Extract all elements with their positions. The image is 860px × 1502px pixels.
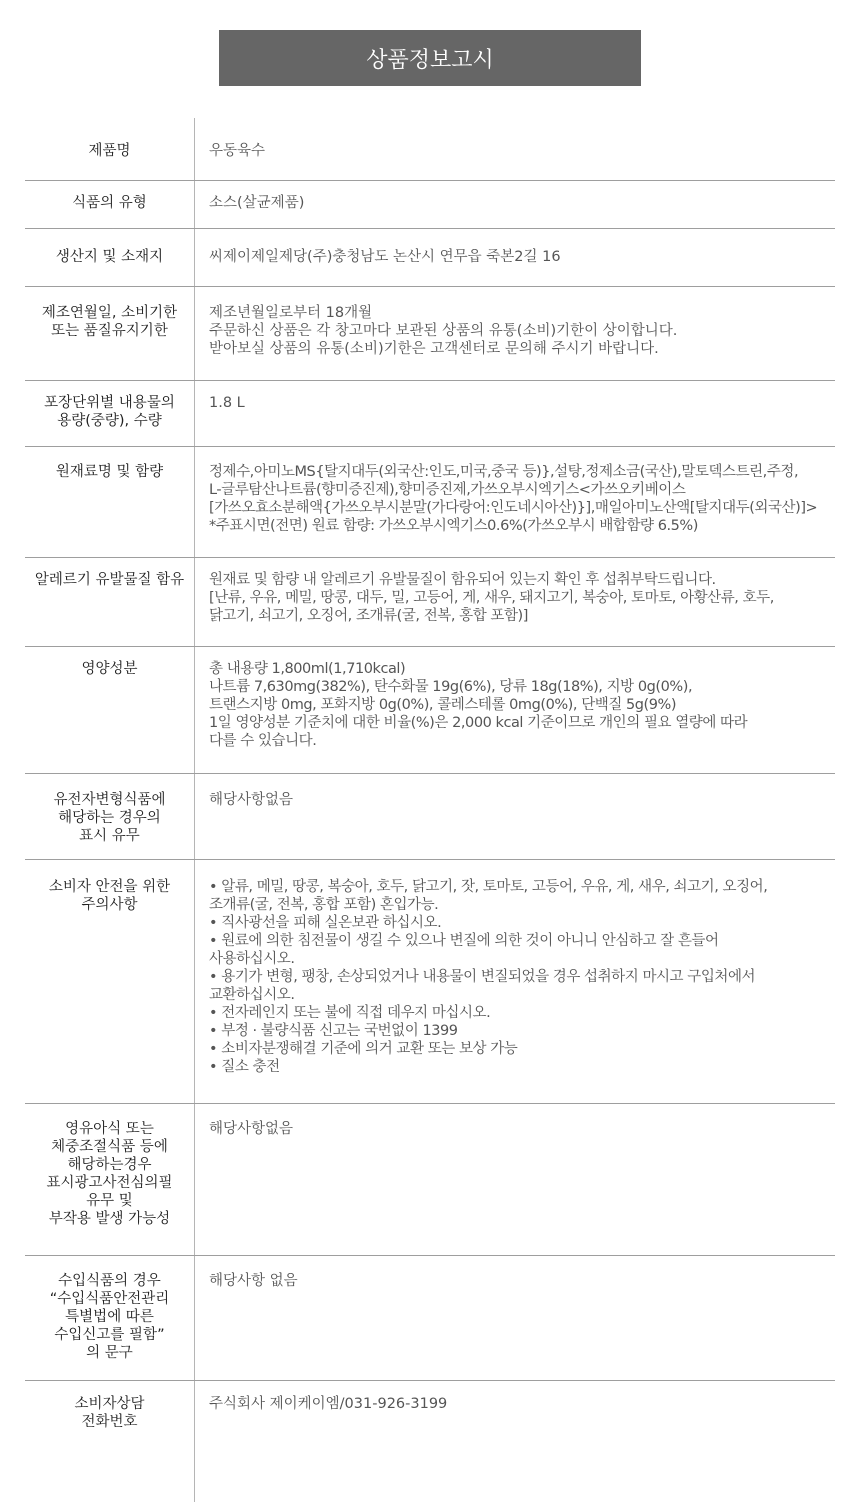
row-label: 소비자상담 전화번호 bbox=[74, 1396, 145, 1430]
table-row bbox=[25, 229, 835, 287]
row-value: 정제수,아미노MS{탈지대두(외국산:인도,미국,중국 등)},설탕,정제소금(국산),말토덱스트린,주정, L-글루탐산나트륨(향미증진제),향미증진제,가쓰오부시엑기스<가쓰오키베이스 [가쓰오효소분해액{가쓰오부시분말(가다랑어:인도네시아산)}],매일아미노산액[탈지대두(외국산)]> *주표시면(전면) 원료 함량: 가쓰오부시엑기스0.6%(가쓰오부시 배합함량 6.5%) bbox=[209, 464, 818, 534]
row-label: 제조연월일, 소비기한 또는 품질유지기한 bbox=[41, 305, 178, 339]
row-value: 소스(살균제품) bbox=[209, 195, 305, 211]
row-label: 포장단위별 내용물의 용량(중량), 수량 bbox=[44, 395, 175, 429]
row-label: 제품명 bbox=[88, 143, 131, 159]
row-label: 영유아식 또는 체중조절식품 등에 해당하는경우 표시광고사전심의필 유무 및 부작용 발생 가능성 bbox=[46, 1121, 173, 1227]
table-row bbox=[25, 287, 835, 381]
table-row bbox=[25, 447, 835, 558]
table-row bbox=[25, 381, 835, 447]
table-row bbox=[25, 1256, 835, 1381]
row-label: 알레르기 유발물질 함유 bbox=[34, 572, 185, 588]
table-row bbox=[25, 1381, 835, 1502]
row-value: 1.8 L bbox=[209, 395, 245, 411]
row-label: 수입식품의 경우 “수입식품안전관리 특별법에 따른 수입신고를 필함” 의 문구 bbox=[49, 1273, 170, 1361]
row-label: 소비자 안전을 위한 주의사항 bbox=[48, 879, 171, 913]
row-value: 원재료 및 함량 내 알레르기 유발물질이 함유되어 있는지 확인 후 섭취부탁드립니다. [난류, 우유, 메밀, 땅콩, 대두, 밀, 고등어, 게, 새우, 돼지고기, 복숭아, 토마토, 아황산류, 호두, 닭고기, 쇠고기, 오징어, 조개류(굴, 전복, 홍합 포함)] bbox=[209, 572, 774, 624]
row-value: 씨제이제일제당(주)충청남도 논산시 연무읍 죽본2길 16 bbox=[209, 249, 561, 265]
row-value: 해당사항 없음 bbox=[209, 1273, 298, 1289]
row-value: • 알류, 메밀, 땅콩, 복숭아, 호두, 닭고기, 잣, 토마토, 고등어, 우유, 게, 새우, 쇠고기, 오징어, 조개류(굴, 전복, 홍합 포함) 혼입가능. • 직사광선을 피해 실온보관 하십시오. • 원료에 의한 침전물이 생길 수 있으나 변질에 의한 것이 아니니 안심하고 잘 흔들어 사용하십시오. • 용기가 변형, 팽창, 손상되었거나 내용물이 변질되었을 경우 섭취하지 마시고 구입처에서 교환하십시오. • 전자레인지 또는 불에 직접 데우지 마십시오. • 부정 · 불량식품 신고는 국번없이 1399 • 소비자분쟁해결 기준에 의거 교환 또는 보상 가능 • 질소 충전 bbox=[209, 879, 768, 1075]
row-label: 유전자변형식품에 해당하는 경우의 표시 유무 bbox=[53, 792, 166, 844]
row-value: 해당사항없음 bbox=[209, 1121, 294, 1137]
table-row bbox=[25, 181, 835, 229]
row-label: 원재료명 및 함량 bbox=[55, 464, 164, 480]
row-value: 주식회사 제이케이엠/031-926-3199 bbox=[209, 1396, 448, 1412]
table-row bbox=[25, 558, 835, 647]
row-label: 생산지 및 소재지 bbox=[55, 249, 164, 265]
page-title: 상품정보고시 bbox=[219, 30, 641, 86]
row-value: 총 내용량 1,800ml(1,710kcal) 나트륨 7,630mg(382%), 탄수화물 19g(6%), 당류 18g(18%), 지방 0g(0%), 트랜스지방 0mg, 포화지방 0g(0%), 콜레스테롤 0mg(0%), 단백질 5g(9%) 1일 영양성분 기준치에 대한 비율(%)은 2,000 kcal 기준이므로 개인의 필요 열량에 따라 다를 수 있습니다. bbox=[209, 661, 748, 749]
table-row bbox=[25, 860, 835, 1104]
row-value: 해당사항없음 bbox=[209, 792, 294, 808]
table-row bbox=[25, 647, 835, 774]
table-row bbox=[25, 118, 835, 181]
row-value: 우동육수 bbox=[209, 143, 266, 159]
row-value: 제조년월일로부터 18개월 주문하신 상품은 각 창고마다 보관된 상품의 유통(소비)기한이 상이합니다. 받아보실 상품의 유통(소비)기한은 고객센터로 문의해 주시기 바랍니다. bbox=[209, 305, 678, 357]
table-row bbox=[25, 774, 835, 860]
table-row bbox=[25, 1104, 835, 1256]
row-label: 영양성분 bbox=[81, 661, 138, 677]
row-label: 식품의 유형 bbox=[72, 195, 147, 211]
